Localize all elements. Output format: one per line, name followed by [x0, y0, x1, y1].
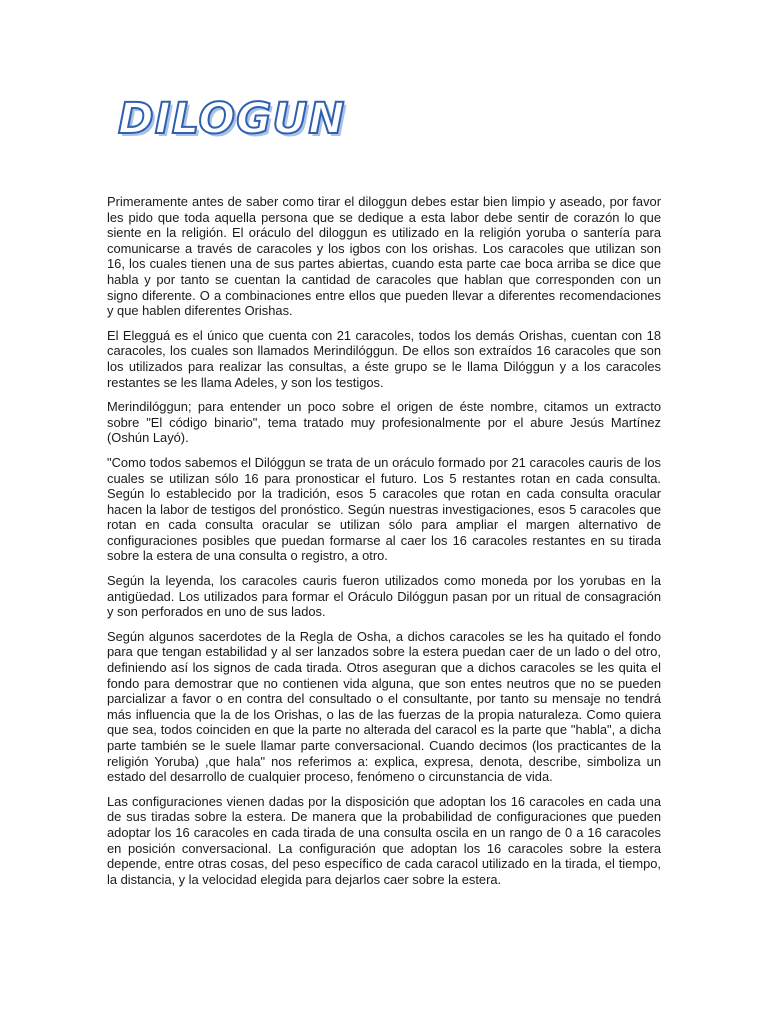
paragraph: "Como todos sabemos el Dilóggun se trata de un oráculo formado por 21 caracoles cauris de los cuales se utilizan sólo 16 para pronosticar el futuro. Los 5 restantes rotan en cada consulta. Según lo establecido por la tradición, esos 5 caracoles que rotan en cada consulta oracular hacen la labor de testigos del pronóstico. Según nuestras investigaciones, esos 5 caracoles que rotan en cada consulta oracular se utilizan sólo para ampliar el margen alternativo de configuraciones posibles que puedan formarse al caer los 16 caracoles restantes en su tirada sobre la estera de una consulta o registro, a otro.: [107, 454, 661, 564]
paragraph: El Elegguá es el único que cuenta con 21 caracoles, todos los demás Orishas, cuentan con 18 caracoles, los cuales son llamados Merindilóggun. De ellos son extraídos 16 caracoles que son los utilizados para realizar las consultas, a éste grupo se le llama Dilóggun y a los caracoles restantes se les llama Adeles, y son los testigos.: [107, 327, 661, 390]
document-body: [107, 194, 661, 896]
paragraph: Primeramente antes de saber como tirar el diloggun debes estar bien limpio y aseado, por favor les pido que toda aquella persona que se dedique a esta labor debe sentir de corazón lo que siente en la religión. El oráculo del diloggun es utilizado en la religión yoruba o santería para comunicarse a través de caracoles y los igbos con los orishas. Los caracoles que utilizan son 16, los cuales tienen una de sus partes abiertas, cuando esta parte cae boca arriba se dice que habla y por tanto se cuentan la cantidad de caracoles que hablan que corresponden con un signo diferente. O a combinaciones entre ellos que pueden llevar a diferentes recomendaciones y que hablen diferentes Orishas.: [107, 194, 661, 319]
paragraph: Según la leyenda, los caracoles cauris fueron utilizados como moneda por los yorubas en la antigüedad. Los utilizados para formar el Oráculo Dilóggun pasan por un ritual de consagración y son perforados en uno de sus lados.: [107, 573, 661, 620]
paragraph: Las configuraciones vienen dadas por la disposición que adoptan los 16 caracoles en cada una de sus tiradas sobre la estera. De manera que la probabilidad de configuraciones que pueden adoptar los 16 caracoles en cada tirada de una consulta oscila en un rango de 0 a 16 caracoles en posición conversacional. La configuración que adoptan los 16 caracoles sobre la estera depende, entre otras cosas, del peso específico de cada caracol utilizado en la tirada, el tiempo, la distancia, y la velocidad elegida para dejarlos caer sobre la estera.: [107, 793, 661, 887]
paragraph: Merindilóggun; para entender un poco sobre el origen de éste nombre, citamos un extracto sobre "El código binario", tema tratado muy profesionalmente por el abure Jesús Martínez (Oshún Layó).: [107, 399, 661, 446]
paragraph: Según algunos sacerdotes de la Regla de Osha, a dichos caracoles se les ha quitado el fondo para que tengan estabilidad y al ser lanzados sobre la estera puedan caer de un lado o del otro, definiendo así los signos de cada tirada. Otros aseguran que a dichos caracoles se les quita el fondo para demostrar que no contienen vida alguna, que son entes neutros que no se pueden parcializar a favor o en contra del consultado o el consultante, por tanto su mensaje no tendrá más influencia que la de los Orishas, o las de las fuerzas de la propia naturaleza. Como quiera que sea, todos coinciden en que la parte no alterada del caracol es la parte que "habla", a dicha parte también se le suele llamar parte conversacional. Cuando decimos (los practicantes de la religión Yoruba) ,que hala" nos referimos a: explica, expresa, denota, describe, simboliza un estado del desarrollo de cualquier proceso, fenómeno o circunstancia de vida.: [107, 628, 661, 785]
document-title: DILOGUN: [118, 94, 346, 144]
